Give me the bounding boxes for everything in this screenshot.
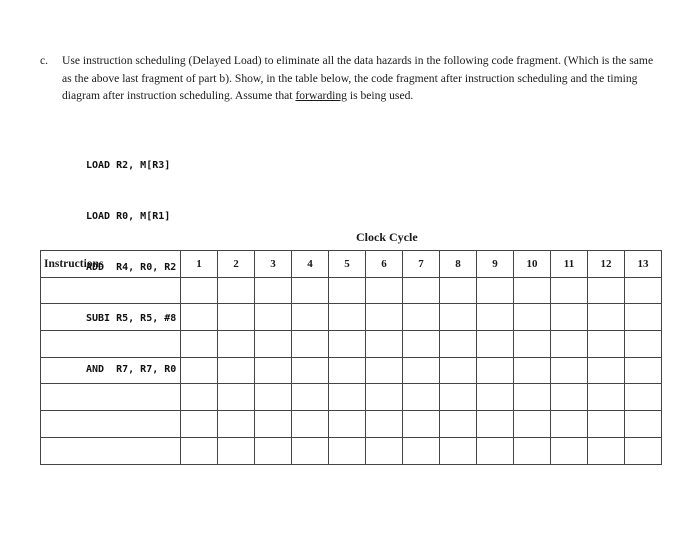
cycle-cell[interactable] (588, 304, 625, 331)
cycle-cell[interactable] (255, 331, 292, 358)
cycle-header: 8 (440, 251, 477, 278)
question-text (62, 52, 660, 105)
cycle-cell[interactable] (403, 277, 440, 304)
cycle-cell[interactable] (292, 384, 329, 411)
cycle-cell[interactable] (625, 357, 662, 384)
instruction-cell[interactable] (41, 384, 181, 411)
cycle-header: 7 (403, 251, 440, 278)
cycle-cell[interactable] (366, 304, 403, 331)
cycle-cell[interactable] (218, 384, 255, 411)
cycle-cell[interactable] (514, 384, 551, 411)
cycle-cell[interactable] (588, 384, 625, 411)
code-line: LOAD R2, M[R3] (86, 160, 171, 171)
table-row (41, 411, 662, 438)
instruction-cell[interactable] (41, 411, 181, 438)
code-line: AND R7, R7, R0 (86, 364, 177, 375)
table-row (41, 304, 662, 331)
cycle-cell[interactable] (329, 277, 366, 304)
table-row (41, 331, 662, 358)
cycle-cell[interactable] (218, 277, 255, 304)
cycle-cell[interactable] (218, 411, 255, 438)
cycle-cell[interactable] (551, 331, 588, 358)
cycle-cell[interactable] (440, 384, 477, 411)
cycle-cell[interactable] (218, 331, 255, 358)
cycle-cell[interactable] (366, 357, 403, 384)
cycle-header: 9 (477, 251, 514, 278)
question-label: c. (40, 54, 49, 67)
cycle-cell[interactable] (292, 437, 329, 464)
cycle-cell[interactable] (440, 357, 477, 384)
cycle-cell[interactable] (477, 304, 514, 331)
cycle-header: 4 (292, 251, 329, 278)
cycle-header: 10 (514, 251, 551, 278)
cycle-cell[interactable] (551, 411, 588, 438)
cycle-cell[interactable] (181, 357, 218, 384)
cycle-cell[interactable] (403, 384, 440, 411)
cycle-header: 11 (551, 251, 588, 278)
cycle-cell[interactable] (255, 384, 292, 411)
cycle-cell[interactable] (514, 411, 551, 438)
cycle-cell[interactable] (551, 437, 588, 464)
underlined-term: forwarding (295, 89, 347, 102)
cycle-header: 6 (366, 251, 403, 278)
cycle-cell[interactable] (403, 357, 440, 384)
cycle-cell[interactable] (477, 384, 514, 411)
cycle-cell[interactable] (181, 331, 218, 358)
cycle-cell[interactable] (181, 384, 218, 411)
cycle-cell[interactable] (440, 411, 477, 438)
cycle-cell[interactable] (440, 331, 477, 358)
cycle-cell[interactable] (588, 277, 625, 304)
instructions-header: Instructions (41, 251, 181, 278)
cycle-cell[interactable] (255, 437, 292, 464)
cycle-cell[interactable] (181, 277, 218, 304)
cycle-cell[interactable] (292, 304, 329, 331)
cycle-cell[interactable] (551, 277, 588, 304)
cycle-cell[interactable] (366, 384, 403, 411)
header-row (41, 251, 662, 278)
cycle-header: 2 (218, 251, 255, 278)
cycle-cell[interactable] (218, 437, 255, 464)
cycle-cell[interactable] (292, 331, 329, 358)
cycle-cell[interactable] (514, 357, 551, 384)
timing-body (41, 277, 662, 464)
cycle-cell[interactable] (588, 357, 625, 384)
cycle-header: 12 (588, 251, 625, 278)
cycle-cell[interactable] (366, 277, 403, 304)
cycle-cell[interactable] (551, 384, 588, 411)
cycle-header: 13 (625, 251, 662, 278)
cycle-cell[interactable] (366, 411, 403, 438)
code-line: ADD R4, R0, R2 (86, 262, 177, 273)
cycle-cell[interactable] (292, 357, 329, 384)
cycle-cell[interactable] (329, 411, 366, 438)
cycle-cell[interactable] (588, 331, 625, 358)
table-row (41, 384, 662, 411)
instruction-cell[interactable] (41, 357, 181, 384)
clock-cycle-caption: Clock Cycle (356, 230, 418, 244)
cycle-cell[interactable] (440, 304, 477, 331)
cycle-cell[interactable] (403, 331, 440, 358)
cycle-cell[interactable] (625, 331, 662, 358)
cycle-cell[interactable] (588, 411, 625, 438)
cycle-cell[interactable] (292, 411, 329, 438)
timing-table (40, 250, 662, 465)
cycle-cell[interactable] (403, 437, 440, 464)
cycle-cell[interactable] (514, 277, 551, 304)
instruction-cell[interactable] (41, 437, 181, 464)
cycle-cell[interactable] (255, 357, 292, 384)
cycle-cell[interactable] (477, 331, 514, 358)
cycle-cell[interactable] (477, 437, 514, 464)
cycle-cell[interactable] (329, 357, 366, 384)
cycle-cell[interactable] (255, 304, 292, 331)
cycle-cell[interactable] (551, 304, 588, 331)
cycle-cell[interactable] (329, 304, 366, 331)
cycle-cell[interactable] (440, 437, 477, 464)
cycle-cell[interactable] (625, 411, 662, 438)
cycle-cell[interactable] (514, 331, 551, 358)
cycle-cell[interactable] (625, 384, 662, 411)
table-row (41, 277, 662, 304)
cycle-cell[interactable] (366, 331, 403, 358)
cycle-cell[interactable] (403, 304, 440, 331)
cycle-header: 5 (329, 251, 366, 278)
question-text-part2: is being used. (346, 89, 414, 102)
cycle-cell[interactable] (588, 437, 625, 464)
cycle-cell[interactable] (329, 437, 366, 464)
cycle-cell[interactable] (477, 277, 514, 304)
table-row (41, 357, 662, 384)
cycle-cell[interactable] (403, 411, 440, 438)
cycle-cell[interactable] (514, 437, 551, 464)
cycle-cell[interactable] (329, 384, 366, 411)
cycle-cell[interactable] (551, 357, 588, 384)
question-paragraph (40, 52, 660, 105)
cycle-cell[interactable] (514, 304, 551, 331)
instruction-cell[interactable] (41, 331, 181, 358)
cycle-cell[interactable] (218, 357, 255, 384)
cycle-cell[interactable] (366, 437, 403, 464)
cycle-cell[interactable] (181, 437, 218, 464)
code-line: LOAD R0, M[R1] (86, 211, 171, 222)
cycle-cell[interactable] (477, 357, 514, 384)
cycle-header: 3 (255, 251, 292, 278)
cycle-cell[interactable] (218, 304, 255, 331)
cycle-cell[interactable] (181, 411, 218, 438)
cycle-header: 1 (181, 251, 218, 278)
cycle-cell[interactable] (625, 437, 662, 464)
cycle-cell[interactable] (329, 331, 366, 358)
cycle-cell[interactable] (625, 304, 662, 331)
cycle-cell[interactable] (255, 411, 292, 438)
cycle-cell[interactable] (625, 277, 662, 304)
cycle-cell[interactable] (440, 277, 477, 304)
instruction-cell[interactable] (41, 277, 181, 304)
instruction-cell[interactable] (41, 304, 181, 331)
cycle-cell[interactable] (181, 304, 218, 331)
question-text-part1: Use instruction scheduling (Delayed Load) to eliminate all the data hazards in the following code fragment. (Which is the same as the above last fragment of part b). Show, in the table below, the code fragment after instruction scheduling and the timing diagram after instruction scheduling. Assume that (62, 54, 654, 102)
cycle-cell[interactable] (292, 277, 329, 304)
table-row (41, 437, 662, 464)
cycle-cell[interactable] (255, 277, 292, 304)
cycle-cell[interactable] (477, 411, 514, 438)
code-line: SUBI R5, R5, #8 (86, 313, 177, 324)
